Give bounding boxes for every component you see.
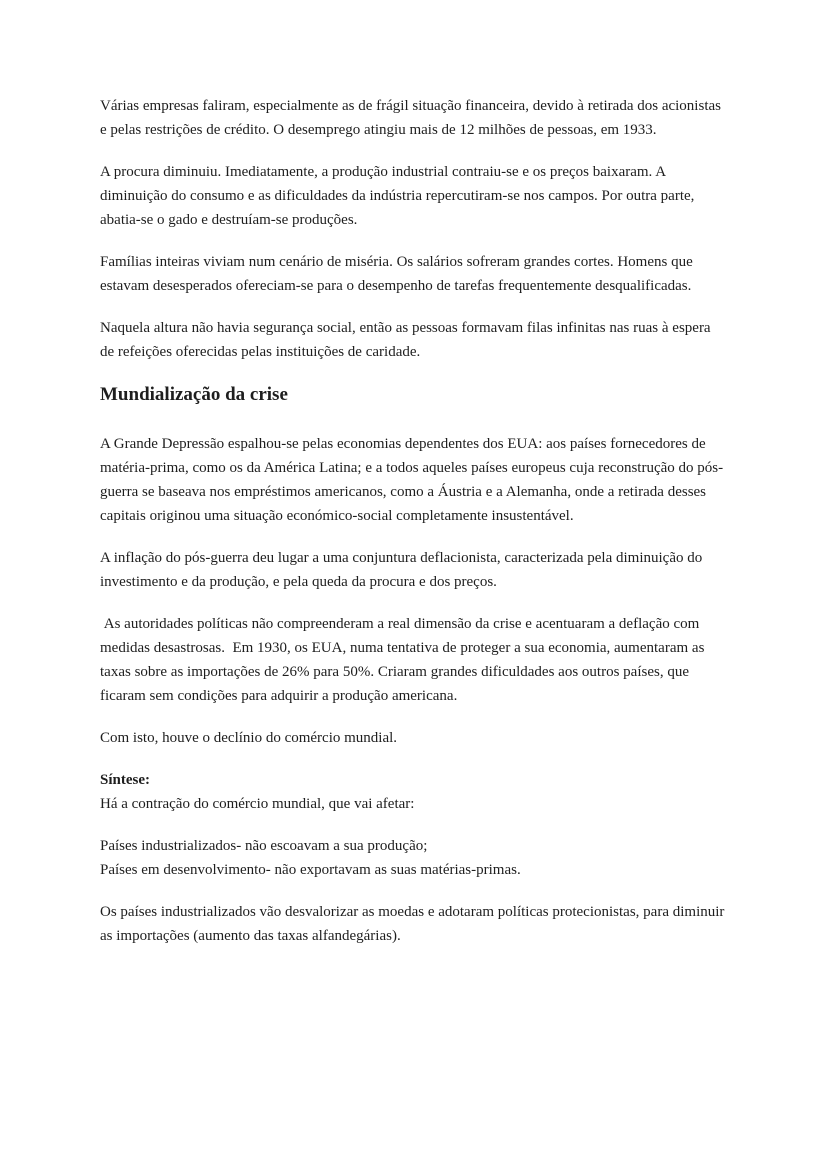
paragraph-company-bankruptcies: Várias empresas faliram, especialmente as de frágil situação financeira, devido à retirada dos acionistas e pelas restrições de crédito. O desemprego atingiu mais de 12 milhões de pessoas, em 1933. bbox=[100, 98, 725, 138]
paragraph-world-trade-decline: Com isto, houve o declínio do comércio mundial. bbox=[100, 730, 398, 746]
paragraph-families-misery: Famílias inteiras viviam num cenário de miséria. Os salários sofreram grandes cortes. Homens que estavam desesperados ofereciam-se para o desempenho de tarefas frequentemente desqualificadas. bbox=[100, 254, 697, 294]
paragraph-synthesis-intro: Há a contração do comércio mundial, que vai afetar: bbox=[100, 796, 415, 812]
paragraph-depression-spread: A Grande Depressão espalhou-se pelas economias dependentes dos EUA: aos países fornecedores de matéria-prima, como os da América Latina; e a todos aqueles países europeus cuja reconstrução do pós-guerra se baseava nos empréstimos americanos, como a Áustria e a Alemanha, onde a retirada desses capitais originou uma situação económico-social completamente insustentável. bbox=[100, 436, 724, 524]
paragraph-postwar-deflation: A inflação do pós-guerra deu lugar a uma conjuntura deflacionista, caracterizada pela diminuição do investimento e da produção, e pela queda da procura e dos preços. bbox=[100, 550, 706, 590]
paragraph-protectionist-policies: Os países industrializados vão desvalorizar as moedas e adotaram políticas protecionistas, para diminuir as importações (aumento das taxas alfandegárias). bbox=[100, 904, 729, 944]
paragraph-demand-drop: A procura diminuiu. Imediatamente, a produção industrial contraiu-se e os preços baixaram. A diminuição do consumo e as dificuldades da indústria repercutiram-se nos campos. Por outra parte, abatia-se o gado e destruíam-se produções. bbox=[100, 164, 699, 228]
synthesis-label: Síntese: bbox=[100, 772, 150, 788]
paragraph-authorities-tariffs: As autoridades políticas não compreenderam a real dimensão da crise e acentuaram a deflação com medidas desastrosas. Em 1930, os EUA, numa tentativa de proteger a sua economia, aumentaram as taxas sobre as importações de 26% para 50%. Criaram grandes dificuldades aos outros países, que ficaram sem condições para adquirir a produção americana. bbox=[100, 616, 709, 704]
paragraph-country-effects: Países industrializados- não escoavam a sua produção; Países em desenvolvimento- não exportavam as suas matérias-primas. bbox=[100, 838, 521, 878]
section-heading-globalization-of-crisis: Mundialização da crise bbox=[100, 384, 288, 405]
paragraph-no-social-security: Naquela altura não havia segurança social, então as pessoas formavam filas infinitas nas ruas à espera de refeições oferecidas pelas instituições de caridade. bbox=[100, 320, 715, 360]
